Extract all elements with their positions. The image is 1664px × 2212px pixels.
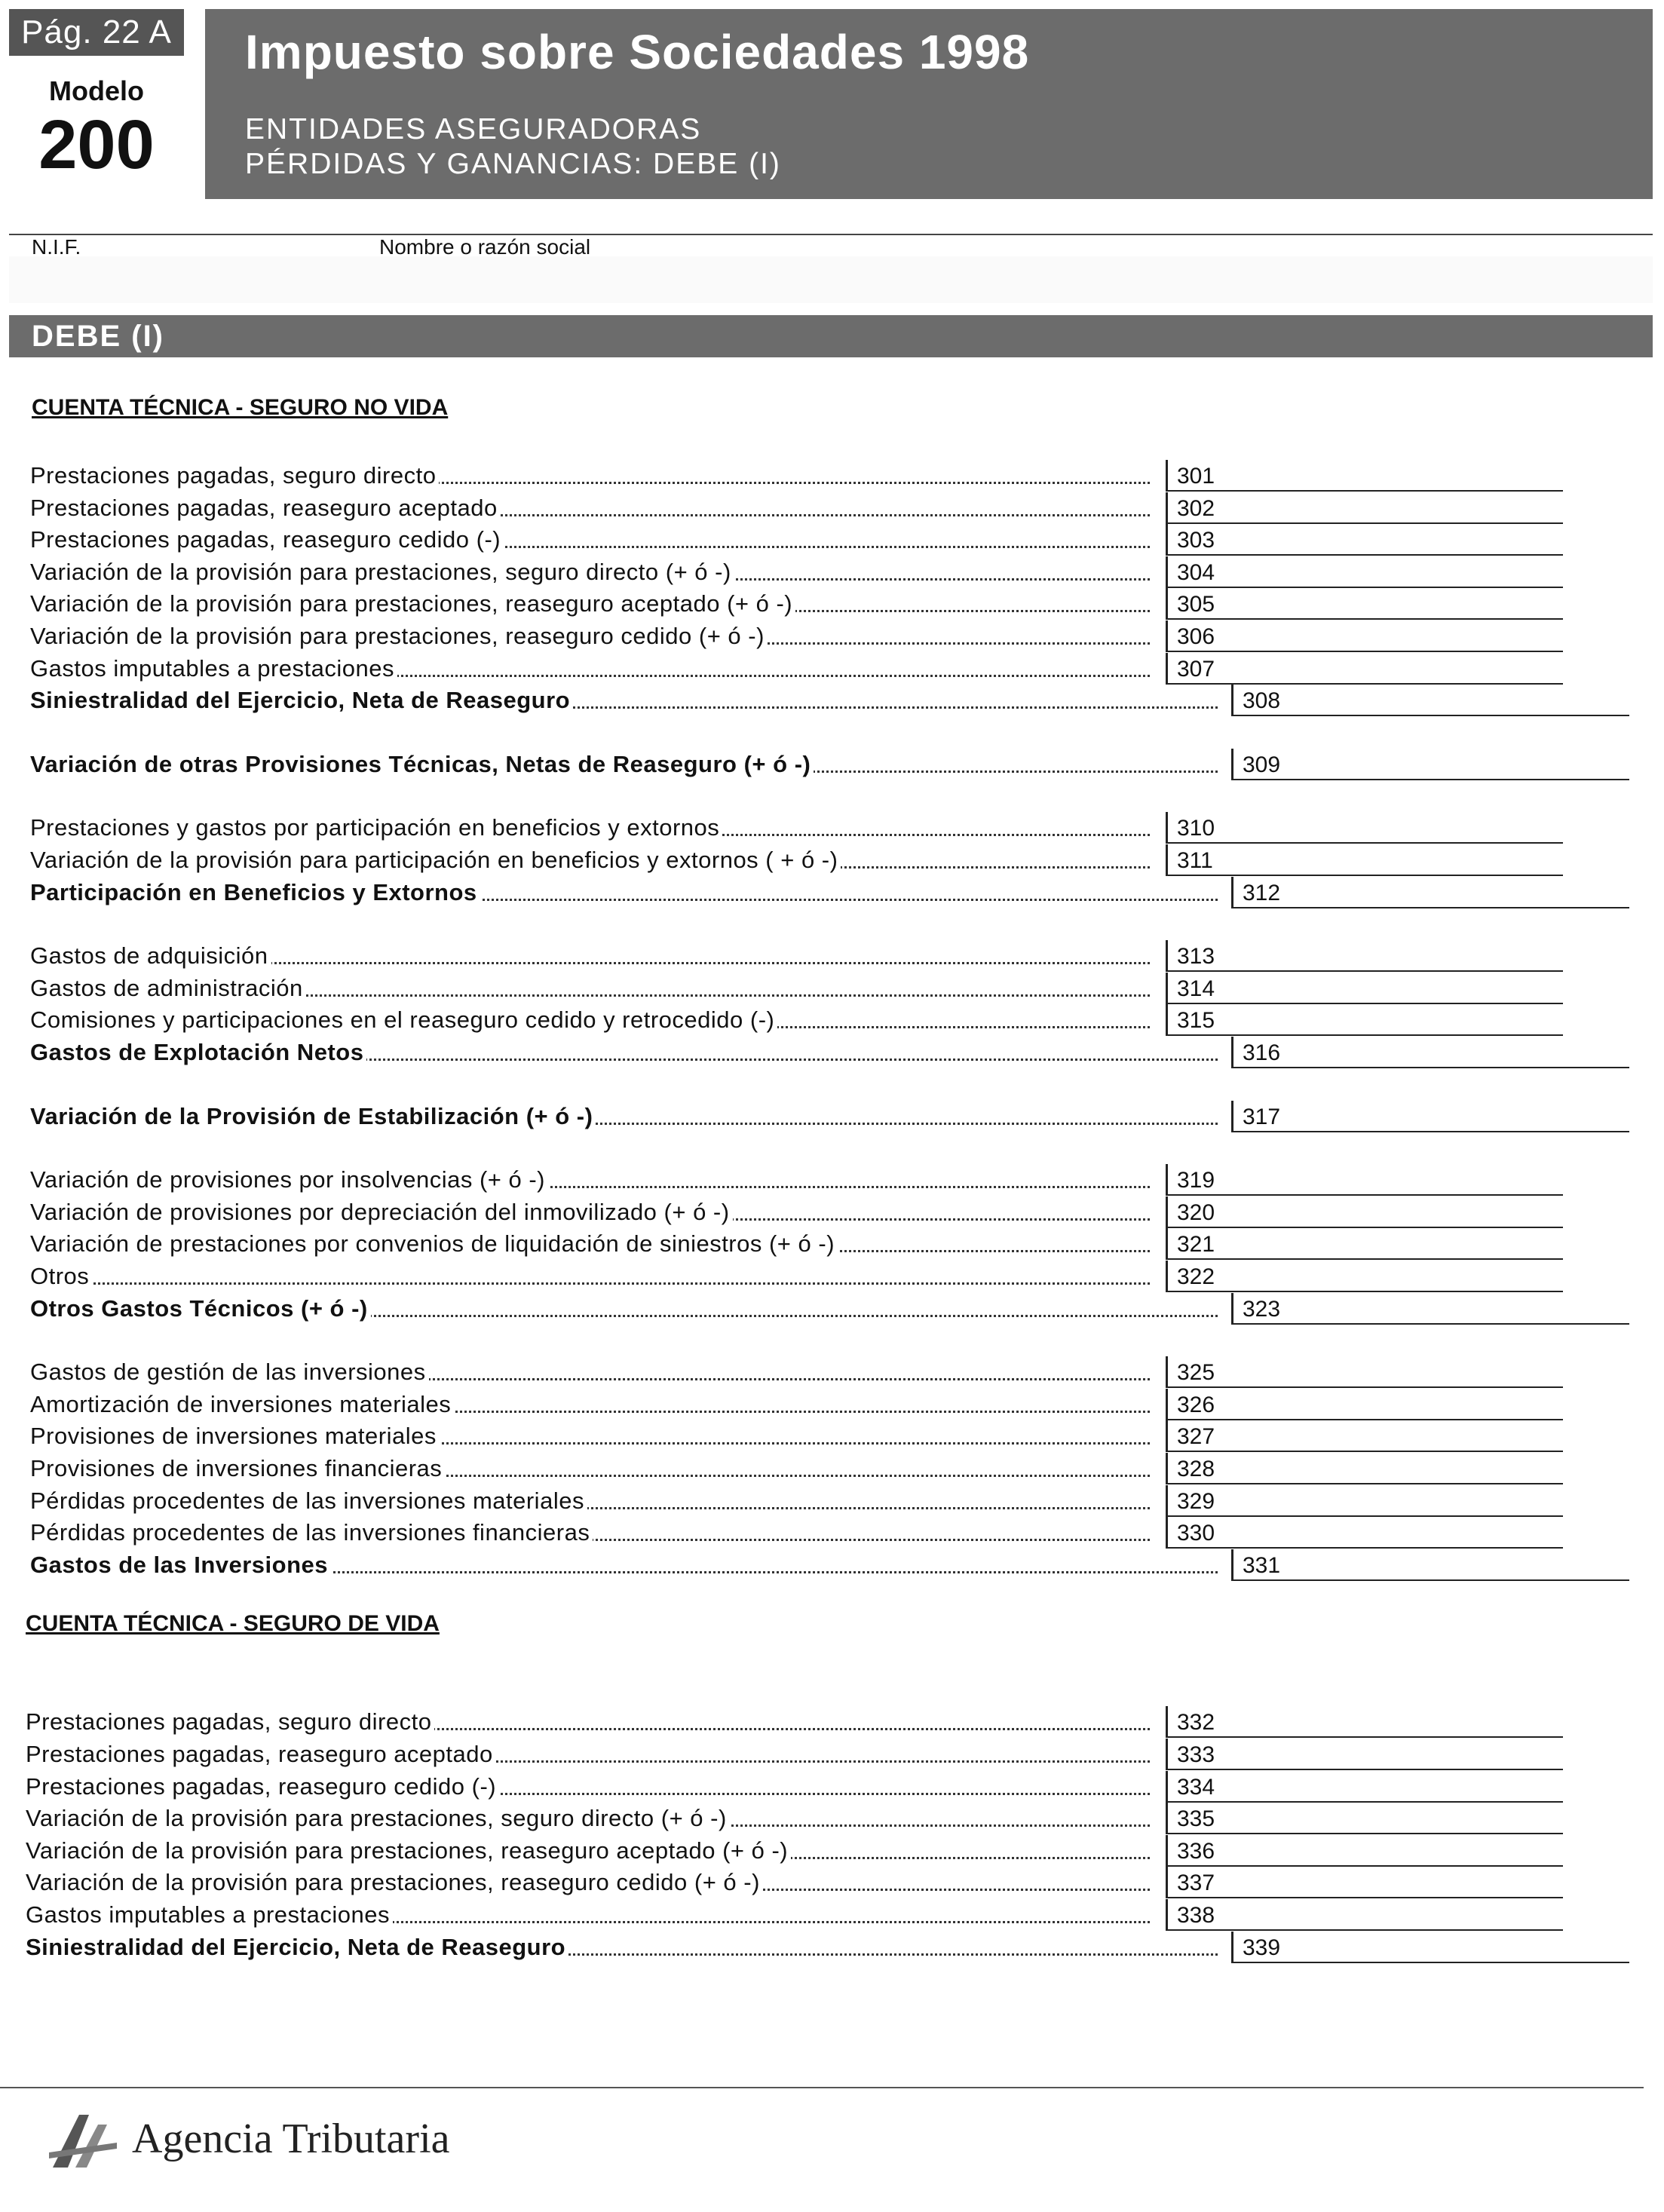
- amount-field-308[interactable]: 308: [1231, 685, 1629, 716]
- amount-field-326[interactable]: 326: [1166, 1389, 1563, 1420]
- form-row: [0, 940, 1664, 972]
- amount-field-312[interactable]: 312: [1231, 877, 1629, 908]
- amount-field-325[interactable]: 325: [1166, 1356, 1563, 1388]
- row-label: Variación de la provisión para prestaciones, reaseguro aceptado (+ ó -): [26, 1835, 1150, 1867]
- total-row: [0, 1932, 1664, 1963]
- amount-field-315[interactable]: 315: [1166, 1004, 1563, 1036]
- header-divider: [9, 234, 1653, 235]
- row-label: Prestaciones pagadas, reaseguro cedido (-): [30, 524, 1150, 556]
- row-label: Variación de prestaciones por convenios de liquidación de siniestros (+ ó -): [30, 1228, 1150, 1260]
- form-row: [0, 460, 1664, 492]
- amount-field-328[interactable]: 328: [1166, 1453, 1563, 1484]
- amount-field-319[interactable]: 319: [1166, 1164, 1563, 1196]
- agency-name: Agencia Tributaria: [132, 2115, 450, 2162]
- amount-field-314[interactable]: 314: [1166, 973, 1563, 1004]
- form-row: [0, 1899, 1664, 1931]
- row-label: Comisiones y participaciones en el reaseguro cedido y retrocedido (-): [30, 1004, 1150, 1036]
- section-band: [9, 315, 1653, 357]
- row-label: Variación de provisiones por depreciación del inmovilizado (+ ó -): [30, 1196, 1150, 1228]
- amount-field-331[interactable]: 331: [1231, 1549, 1629, 1581]
- form-row: [0, 1196, 1664, 1228]
- nif-label: N.I.F.: [32, 235, 81, 259]
- amount-field-311[interactable]: 311: [1166, 844, 1563, 876]
- row-label: Pérdidas procedentes de las inversiones materiales: [30, 1485, 1150, 1517]
- form-row: [0, 1485, 1664, 1517]
- amount-field-321[interactable]: 321: [1166, 1228, 1563, 1260]
- form-row: [0, 524, 1664, 556]
- modelo-label: Modelo: [49, 75, 144, 106]
- row-label: Prestaciones pagadas, reaseguro cedido (-): [26, 1771, 1150, 1803]
- form-row: [0, 1803, 1664, 1834]
- page-subtitle-2: PÉRDIDAS Y GANANCIAS: DEBE (I): [245, 148, 781, 180]
- row-label: Variación de la provisión para prestaciones, reaseguro cedido (+ ó -): [26, 1867, 1150, 1898]
- row-label: Amortización de inversiones materiales: [30, 1389, 1150, 1420]
- total-row: [0, 685, 1664, 716]
- form-row: [0, 588, 1664, 620]
- amount-field-322[interactable]: 322: [1166, 1261, 1563, 1292]
- total-row: [0, 1037, 1664, 1068]
- amount-field-301[interactable]: 301: [1166, 460, 1563, 492]
- form-row: [0, 1420, 1664, 1452]
- company-name-label: Nombre o razón social: [379, 235, 591, 259]
- form-row: [0, 1706, 1664, 1738]
- row-label: Provisiones de inversiones materiales: [30, 1420, 1150, 1452]
- row-label: Prestaciones pagadas, seguro directo: [30, 460, 1150, 492]
- amount-field-329[interactable]: 329: [1166, 1485, 1563, 1517]
- form-row: [0, 653, 1664, 685]
- modelo-number: 200: [38, 106, 155, 183]
- section-title: DEBE (I): [32, 320, 164, 353]
- row-label: Variación de la provisión para participación en beneficios y extornos ( + ó -): [30, 844, 1150, 876]
- total-row: [0, 1101, 1664, 1132]
- amount-field-336[interactable]: 336: [1166, 1835, 1563, 1867]
- form-row: [0, 844, 1664, 876]
- form-row: [0, 556, 1664, 588]
- amount-field-335[interactable]: 335: [1166, 1803, 1563, 1834]
- amount-field-339[interactable]: 339: [1231, 1932, 1629, 1963]
- row-label: Gastos imputables a prestaciones: [26, 1899, 1150, 1931]
- footer-divider: [0, 2087, 1644, 2088]
- row-label: Variación de la provisión para prestaciones, reaseguro aceptado (+ ó -): [30, 588, 1150, 620]
- row-label: Otros: [30, 1261, 1150, 1292]
- row-label: Siniestralidad del Ejercicio, Neta de Reaseguro: [26, 1932, 1218, 1963]
- page-title: Impuesto sobre Sociedades 1998: [245, 25, 1030, 79]
- form-row: [0, 1004, 1664, 1036]
- nif-name-field[interactable]: [9, 256, 1653, 303]
- amount-field-317[interactable]: 317: [1231, 1101, 1629, 1132]
- row-label: Participación en Beneficios y Extornos: [30, 877, 1218, 908]
- amount-field-330[interactable]: 330: [1166, 1517, 1563, 1549]
- form-row: [0, 1356, 1664, 1388]
- amount-field-338[interactable]: 338: [1166, 1899, 1563, 1931]
- form-row: [0, 1771, 1664, 1803]
- amount-field-316[interactable]: 316: [1231, 1037, 1629, 1068]
- row-label: Gastos de gestión de las inversiones: [30, 1356, 1150, 1388]
- row-label: Pérdidas procedentes de las inversiones financieras: [30, 1517, 1150, 1549]
- form-row: [0, 1835, 1664, 1867]
- amount-field-323[interactable]: 323: [1231, 1293, 1629, 1325]
- form-row: [0, 1453, 1664, 1484]
- amount-field-303[interactable]: 303: [1166, 524, 1563, 556]
- form-row: [0, 1389, 1664, 1420]
- row-label: Variación de la provisión para prestaciones, seguro directo (+ ó -): [30, 556, 1150, 588]
- form-row: [0, 973, 1664, 1004]
- agencia-tributaria-logo-icon: [45, 2111, 121, 2171]
- amount-field-304[interactable]: 304: [1166, 556, 1563, 588]
- row-label: Variación de la provisión para prestaciones, reaseguro cedido (+ ó -): [30, 620, 1150, 652]
- row-label: Gastos de adquisición: [30, 940, 1150, 972]
- form-row: [0, 1261, 1664, 1292]
- row-label: Prestaciones pagadas, reaseguro aceptado: [30, 492, 1150, 524]
- amount-field-306[interactable]: 306: [1166, 620, 1563, 652]
- amount-field-313[interactable]: 313: [1166, 940, 1563, 972]
- row-label: Siniestralidad del Ejercicio, Neta de Reaseguro: [30, 685, 1218, 716]
- amount-field-302[interactable]: 302: [1166, 492, 1563, 524]
- amount-field-310[interactable]: 310: [1166, 812, 1563, 844]
- row-label: Gastos imputables a prestaciones: [30, 653, 1150, 685]
- amount-field-337[interactable]: 337: [1166, 1867, 1563, 1898]
- row-label: Provisiones de inversiones financieras: [30, 1453, 1150, 1484]
- row-label: Variación de otras Provisiones Técnicas, Netas de Reaseguro (+ ó -): [30, 749, 1218, 780]
- form-row: [0, 1164, 1664, 1196]
- row-label: Gastos de Explotación Netos: [30, 1037, 1218, 1068]
- amount-field-327[interactable]: 327: [1166, 1420, 1563, 1452]
- form-row: [0, 1228, 1664, 1260]
- total-row: [0, 1549, 1664, 1581]
- total-row: [0, 1293, 1664, 1325]
- row-label: Otros Gastos Técnicos (+ ó -): [30, 1293, 1218, 1325]
- form-row: [0, 492, 1664, 524]
- form-row: [0, 620, 1664, 652]
- section-heading: CUENTA TÉCNICA - SEGURO NO VIDA: [32, 395, 449, 420]
- row-label: Gastos de administración: [30, 973, 1150, 1004]
- total-row: [0, 749, 1664, 780]
- row-label: Prestaciones pagadas, seguro directo: [26, 1706, 1150, 1738]
- amount-field-332[interactable]: 332: [1166, 1706, 1563, 1738]
- total-row: [0, 877, 1664, 908]
- row-label: Variación de provisiones por insolvencias (+ ó -): [30, 1164, 1150, 1196]
- row-label: Variación de la Provisión de Estabilización (+ ó -): [30, 1101, 1218, 1132]
- page-subtitle-1: ENTIDADES ASEGURADORAS: [245, 113, 702, 146]
- amount-field-309[interactable]: 309: [1231, 749, 1629, 780]
- form-row: [0, 1867, 1664, 1898]
- amount-field-307[interactable]: 307: [1166, 653, 1563, 685]
- form-row: [0, 812, 1664, 844]
- form-row: [0, 1517, 1664, 1549]
- row-label: Variación de la provisión para prestaciones, seguro directo (+ ó -): [26, 1803, 1150, 1834]
- amount-field-334[interactable]: 334: [1166, 1771, 1563, 1803]
- row-label: Gastos de las Inversiones: [30, 1549, 1218, 1581]
- row-label: Prestaciones y gastos por participación en beneficios y extornos: [30, 812, 1150, 844]
- amount-field-320[interactable]: 320: [1166, 1196, 1563, 1228]
- page-badge: Pág. 22 A: [9, 9, 184, 56]
- section-heading: CUENTA TÉCNICA - SEGURO DE VIDA: [26, 1611, 440, 1637]
- row-label: Prestaciones pagadas, reaseguro aceptado: [26, 1739, 1150, 1770]
- amount-field-333[interactable]: 333: [1166, 1739, 1563, 1770]
- form-row: [0, 1739, 1664, 1770]
- amount-field-305[interactable]: 305: [1166, 588, 1563, 620]
